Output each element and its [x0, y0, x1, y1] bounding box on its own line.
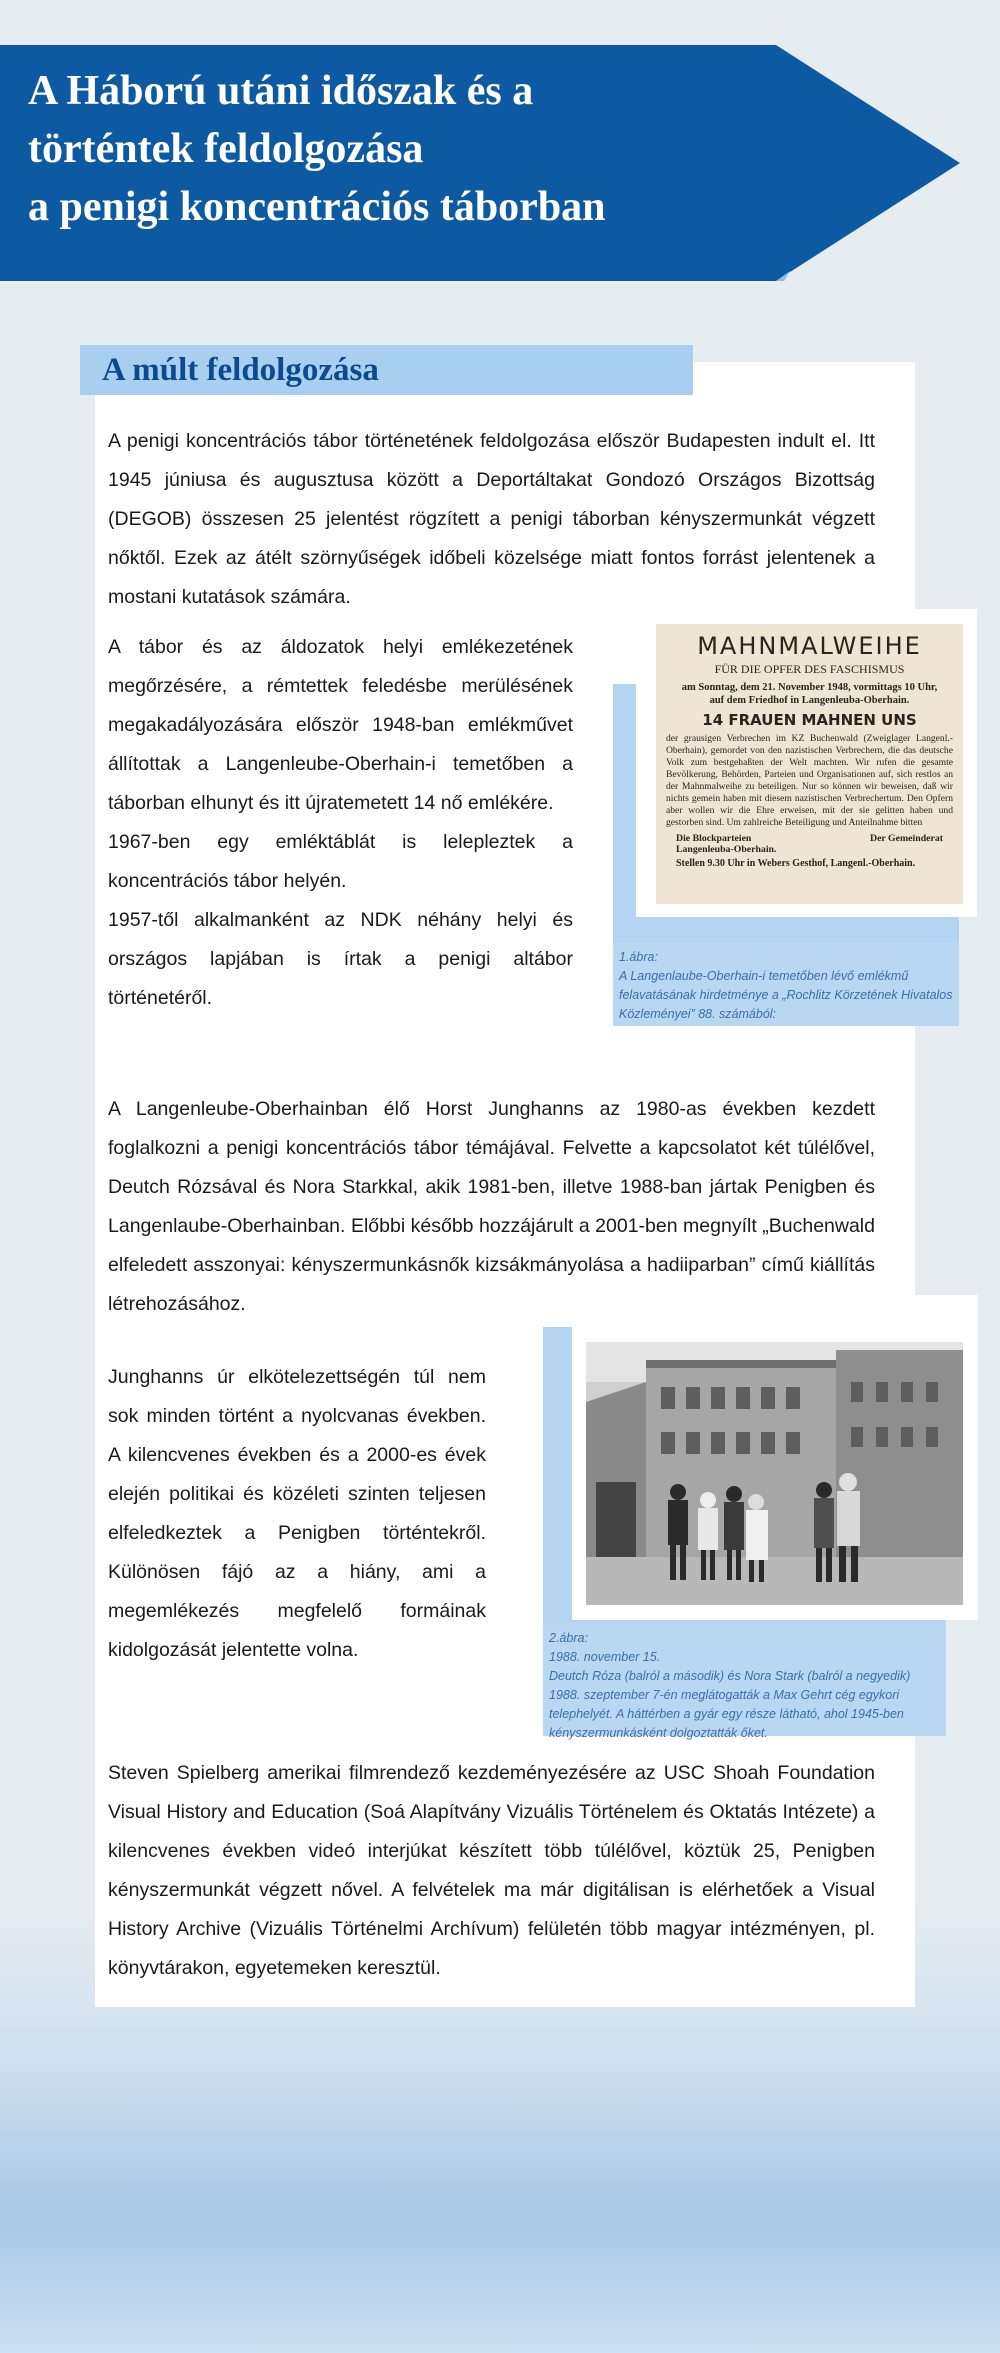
figure-1-caption-label: 1.ábra:	[619, 950, 658, 964]
title-line-2: történtek feldolgozása	[28, 126, 424, 172]
clipping-big-line: 14 FRAUEN MAHNEN UNS	[702, 711, 917, 729]
clipping-sig-left-1: Die Blockparteien	[676, 833, 752, 844]
junghanns-paragraph	[108, 1090, 875, 1324]
spielberg-text: Steven Spielberg amerikai filmrendező kezdeményezésére az USC Shoah Foundation Visual History and Education (Soá Alapítvány Vizuális Történelem és Oktatás Intézete) a kilencvenes években videó interjúkat készített több túlélővel, köztük 25, Penigben kényszermunkát végzett nővel. A felvételek ma már digitálisan is elérhetőek a Visual History Archive (Vizuális Történelmi Archívum) felületén több magyar intézményen, pl. könyvtárakon, egyetemeken keresztül.	[108, 1762, 875, 1979]
memorial-text-2: 1967-ben egy emléktáblát is lelepleztek a koncentrációs tábor helyén.	[108, 831, 573, 892]
clipping-footer: Stellen 9.30 Uhr in Webers Gesthof, Langenl.-Oberhain.	[676, 858, 916, 869]
figure-2-caption	[543, 1623, 946, 1740]
figure-1-caption	[613, 942, 959, 1026]
clipping-signatures	[676, 833, 943, 855]
nineties-paragraph	[108, 1358, 486, 1670]
clipping-sig-right: Der Gemeinderat	[870, 833, 943, 844]
intro-paragraph	[108, 422, 875, 617]
memorial-text-1: A tábor és az áldozatok helyi emlékezetének megőrzésére, a rémtettek feledésbe merülésének megakadályozására először 1948-ban emlékművet állítottak a Langenleube-Oberhain-i temetőben a táborban elhunyt és itt újratemetett 14 nő emlékére.	[108, 636, 573, 814]
clipping-sig-left-2: Langenleuba-Oberhain.	[676, 844, 777, 855]
factory-visit-photo	[586, 1342, 963, 1605]
figure-2-caption-date: 1988. november 15.	[549, 1650, 661, 1664]
junghanns-text: A Langenleube-Oberhainban élő Horst Junghanns az 1980-as években kezdett foglalkozni a penigi koncentrációs tábor témájával. Felvette a kapcsolatot két túlélővel, Deutch Rózsával és Nora Starkkal, akik 1981-ben, illetve 1988-ban jártak Penigben és Langenlaube-Oberhainban. Előbbi később hozzájárult a 2001-ben megnyílt „Buchenwald elfeledett asszonyai: kényszermunkásnők kizsákmányolása a hadiiparban” című kiállítás létrehozásához.	[108, 1098, 875, 1315]
clipping-subheadline: FÜR DIE OPFER DES FASCHISMUS	[714, 662, 905, 676]
clipping-body: der grausigen Verbrechen im KZ Buchenwald (Zweiglager Langenl.-Oberhain), gemordet von den nazistischen Verbrechern, die das deutsche Volk zum bestgehaßten der Welt machten. Wir rufen die gesamte Bevölkerung, Behörden, Parteien und Organisationen auf, sich restlos an der Mahnmalweihe zu beteiligen. Nur so können wir beweisen, daß wir nichts gemein haben mit diesem nazistischen Verbrechertum. Den Opfern aber wollen wir die Ehre erweisen, mit der sie gelitten haben und gestorben sind. Um zahlreiche Beteiligung und Anteilnahme bitten	[666, 733, 953, 828]
intro-text: A penigi koncentrációs tábor történetének feldolgozása először Budapesten indult el. Itt 1945 júniusa és augusztusa között a Deportáltakat Gondozó Országos Bizottság (DEGOB) összesen 25 jelentést rögzített a penigi táborban kényszermunkát végzett nőktől. Ezek az átélt szörnyűségek időbeli közelsége miatt fontos forrást jelentenek a mostani kutatások számára.	[108, 430, 875, 608]
title-line-1: A Háború utáni időszak és a	[28, 68, 534, 114]
clipping-date-line-2: auf dem Friedhof in Langenleuba-Oberhain.	[709, 695, 910, 706]
page-title	[28, 62, 728, 236]
title-line-3: a penigi koncentrációs táborban	[28, 184, 606, 230]
figure-2-caption-text: Deutch Róza (balról a második) és Nora Stark (balról a negyedik) 1988. szeptember 7-én meglátogatták a Max Gehrt cég egykori telephelyét. A háttérben a gyár egy része látható, ahol 1945-ben kényszermunkásként dolgoztatták őket.	[549, 1669, 911, 1740]
section-heading	[80, 345, 693, 395]
section-heading-text: A múlt feldolgozása	[102, 352, 379, 388]
figure-2-caption-label: 2.ábra:	[549, 1631, 588, 1645]
memorial-paragraphs	[108, 628, 573, 1018]
spielberg-paragraph	[108, 1754, 875, 1988]
memorial-text-3: 1957-től alkalmanként az NDK néhány helyi és országos lapjában is írtak a penigi altábor történetéről.	[108, 909, 573, 1009]
nineties-text: Junghanns úr elkötelezettségén túl nem sok minden történt a nyolcvanas években. A kilencvenes években és a 2000-es évek elején politikai és közéleti szinten teljesen elfeledkeztek a Penigben történtekről. Különösen fájó az a hiány, ami a megemlékezés megfelelő formáinak kidolgozását jelentette volna.	[108, 1366, 486, 1661]
newspaper-clipping	[656, 624, 963, 904]
figure-1-caption-text: A Langenlaube-Oberhain-i temetőben lévő emlékmű felavatásának hirdetménye a „Rochlitz Körzetének Hivatalos Közleményei” 88. számából:	[619, 969, 953, 1021]
clipping-headline: MAHNMALWEIHE	[697, 632, 922, 660]
clipping-date-line-1: am Sonntag, dem 21. November 1948, vormittags 10 Uhr,	[681, 682, 938, 693]
